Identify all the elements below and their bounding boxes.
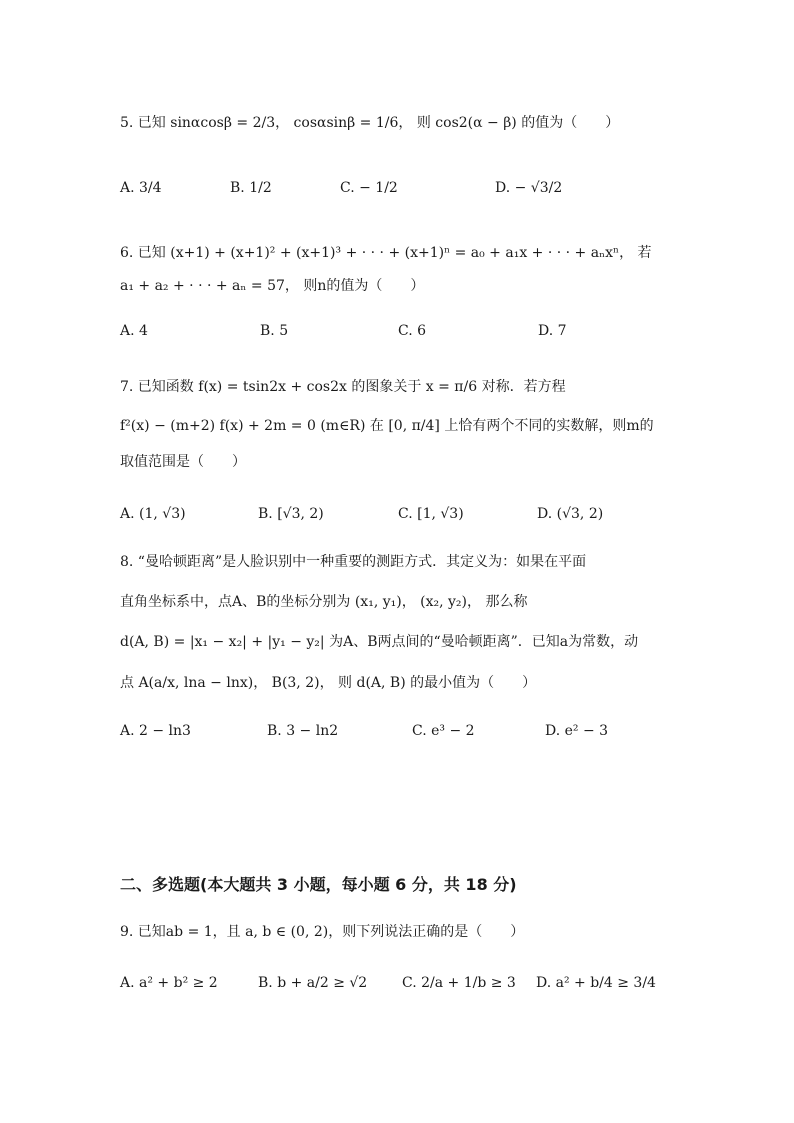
q6-option-b: B. 5	[260, 323, 289, 339]
q5-option-a: A. 3/4	[120, 180, 162, 196]
q9-stem: 9. 已知ab = 1，且 a, b ∈ (0, 2)，则下列说法正确的是（ ）	[120, 924, 525, 940]
q7-option-b: B. [√3, 2)	[258, 506, 324, 522]
q5-option-d: D. − √3/2	[495, 180, 563, 196]
q9-option-b: B. b + a/2 ≥ √2	[258, 975, 368, 991]
q8-option-a: A. 2 − ln3	[120, 723, 191, 739]
q6-option-a: A. 4	[120, 323, 148, 339]
q8-stem-line3: d(A, B) = |x₁ − x₂| + |y₁ − y₂| 为A、B两点间的“曼哈顿距离”．已知a为常数，动	[120, 634, 639, 650]
q6-option-d: D. 7	[538, 323, 567, 339]
q7-stem-line3: 取值范围是（ ）	[120, 454, 246, 470]
q7-stem-line2: f²(x) − (m+2) f(x) + 2m = 0 (m∈R) 在 [0, π/4] 上恰有两个不同的实数解，则m的	[120, 418, 654, 434]
q8-stem-line4: 点 A(a/x, lna − lnx)， B(3, 2)， 则 d(A, B) 的最小值为（ ）	[120, 675, 537, 691]
q9-option-c: C. 2/a + 1/b ≥ 3	[402, 975, 516, 991]
q7-option-c: C. [1, √3)	[398, 506, 464, 522]
q8-stem-line1: 8. “曼哈顿距离”是人脸识别中一种重要的测距方式．其定义为：如果在平面	[120, 554, 587, 570]
q8-stem-line2: 直角坐标系中，点A、B的坐标分别为 (x₁, y₁)， (x₂, y₂)， 那么称	[120, 594, 528, 610]
section-heading-multiple-choice: 二、多选题(本大题共 3 小题，每小题 6 分，共 18 分)	[120, 875, 517, 894]
q8-option-b: B. 3 − ln2	[267, 723, 339, 739]
q9-option-a: A. a² + b² ≥ 2	[120, 975, 218, 991]
q8-option-d: D. e² − 3	[545, 723, 609, 739]
q5-stem: 5. 已知 sinαcosβ = 2/3， cosαsinβ = 1/6， 则 cos2(α − β) 的值为（ ）	[120, 115, 620, 131]
q7-option-d: D. (√3, 2)	[537, 506, 604, 522]
q5-option-b: B. 1/2	[230, 180, 272, 196]
q5-option-c: C. − 1/2	[340, 180, 398, 196]
q7-stem-line1: 7. 已知函数 f(x) = tsin2x + cos2x 的图象关于 x = π/6 对称．若方程	[120, 379, 566, 395]
q6-option-c: C. 6	[398, 323, 427, 339]
q6-stem-line1: 6. 已知 (x+1) + (x+1)² + (x+1)³ + · · · + (x+1)ⁿ = a₀ + a₁x + · · · + aₙxⁿ， 若	[120, 245, 652, 261]
q9-option-d: D. a² + b/4 ≥ 3/4	[536, 975, 656, 991]
q7-option-a: A. (1, √3)	[120, 506, 186, 522]
q6-stem-line2: a₁ + a₂ + · · · + aₙ = 57， 则n的值为（ ）	[120, 278, 425, 294]
q8-option-c: C. e³ − 2	[412, 723, 475, 739]
